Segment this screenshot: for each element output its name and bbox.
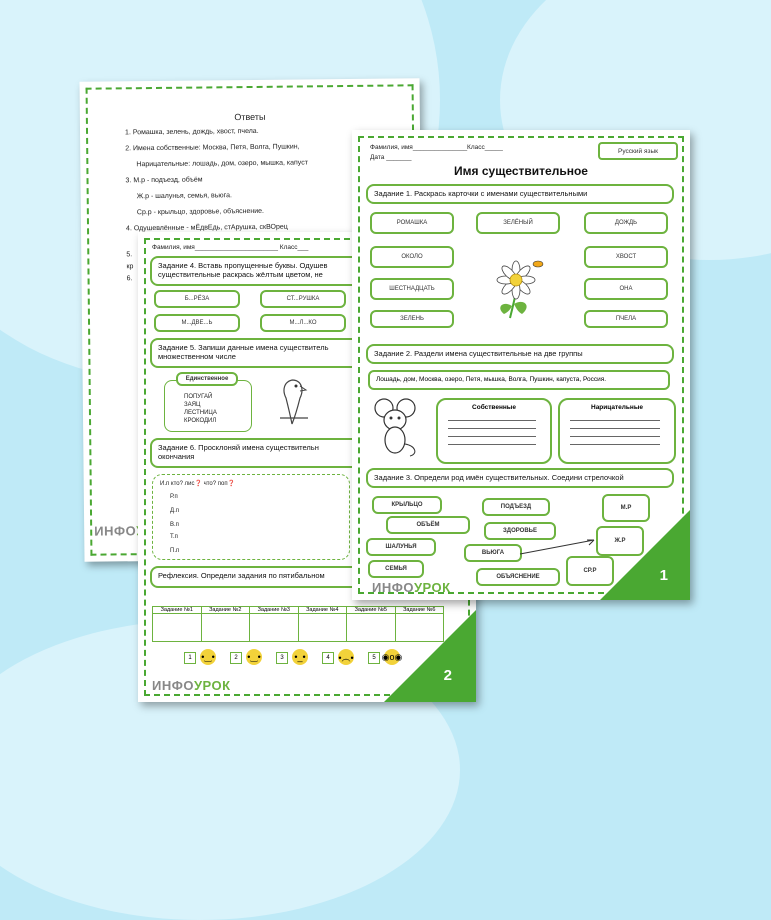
answer-line: 6.	[126, 275, 133, 283]
table-cell[interactable]: Задание №5	[347, 607, 396, 641]
table-cell[interactable]: Задание №2	[202, 607, 251, 641]
task2-text: Задание 2. Раздели имена существительные на две группы	[374, 349, 583, 358]
word-card[interactable]: СЕМЬЯ	[368, 560, 424, 578]
scale-number: 2	[230, 652, 242, 664]
infourok-logo: ИНФОУРОК	[372, 580, 451, 595]
word-card[interactable]: ОНА	[584, 278, 668, 300]
word-card[interactable]: ОБЪЯСНЕНИЕ	[476, 568, 560, 586]
proper-group-box[interactable]	[436, 398, 552, 464]
table-cell[interactable]: Задание №6	[396, 607, 444, 641]
header-date: Дата _______	[370, 154, 412, 161]
green-corner	[600, 510, 690, 600]
task1-text: Задание 1. Раскрась карточки с именами существительными	[374, 189, 588, 198]
infourok-logo: ИНФО	[94, 523, 137, 539]
word-card[interactable]: ОБЪЁМ	[386, 516, 470, 534]
task6-text: Задание 6. Просклоняй имена существительн окончания	[158, 443, 319, 461]
answer-line: 5.	[126, 251, 133, 259]
answer-line: 3. М.р - подъезд, объём	[125, 176, 203, 185]
page-number: 2	[443, 667, 452, 684]
smiley-icon: •‿•	[200, 649, 216, 665]
smiley-icon: ◉o◉	[384, 649, 400, 665]
answer-line: 1. Ромашка, зелень, дождь, хвост, пчела.	[124, 127, 259, 137]
chamomile-icon	[486, 256, 550, 320]
singular-frame	[164, 380, 252, 432]
answer-line: Ж.р - шалунья, семья, вьюга.	[136, 192, 232, 201]
case-label: Д.п	[170, 508, 179, 514]
word-card[interactable]: РОМАШКА	[370, 212, 454, 234]
singular-word: ПОПУГАЙ	[184, 394, 213, 400]
mouse-icon	[370, 396, 422, 458]
declension-header: И.п кто? лис❓ что? поп❓	[160, 481, 236, 487]
task4-text: Задание 4. Вставь пропущенные буквы. Одушев существительные раскрась жёлтым цветом, не	[158, 261, 328, 279]
case-label: П.п	[170, 548, 180, 554]
scale-number: 4	[322, 652, 334, 664]
answer-line: Нарицательные: лошадь, дом, озеро, мышка, капуст	[136, 159, 308, 169]
answer-line: 2. Имена собственные: Москва, Петя, Волга, Пушкин,	[125, 143, 300, 153]
task1-box	[366, 184, 674, 204]
page-number: 1	[659, 567, 668, 584]
singular-label: Единственное	[176, 372, 238, 386]
scale-number: 5	[368, 652, 380, 664]
page-title: Имя существительное	[454, 164, 588, 178]
task3-box	[366, 468, 674, 488]
green-corner	[384, 610, 476, 702]
common-group-box[interactable]	[558, 398, 676, 464]
word-card[interactable]: ШАЛУНЬЯ	[366, 538, 436, 556]
header-name-class: Фамилия, имя_______________Класс_____	[370, 144, 503, 151]
word-card[interactable]: ОКОЛО	[370, 246, 454, 268]
answers-title: Ответы	[234, 111, 266, 123]
answer-line: кр	[126, 263, 134, 271]
word-card[interactable]: ХВОСТ	[584, 246, 668, 268]
case-label: Р.п	[170, 494, 178, 500]
word-card[interactable]: СТ...РУШКА	[260, 290, 346, 308]
singular-word: ЗАЯЦ	[184, 402, 201, 408]
worksheet-1	[352, 130, 690, 600]
word-card[interactable]: ШЕСТНАДЦАТЬ	[370, 278, 454, 300]
parrot-illustration	[272, 374, 312, 428]
word-card[interactable]: ПЧЕЛА	[584, 310, 668, 328]
answer-line: 4. Одушевлённые - мЁдвЕдь, стАрушка, скВОрец	[126, 223, 288, 233]
word-card[interactable]: М...Л...КО	[260, 314, 346, 332]
task5-text: Задание 5. Запиши данные имена существитель множественном числе	[158, 343, 329, 361]
connecting-arrow	[518, 534, 600, 558]
smiley-icon: •‿•	[246, 649, 262, 665]
word-card[interactable]: ЗЕЛЁНЫЙ	[476, 212, 560, 234]
word-card[interactable]: ЗЕЛЕНЬ	[370, 310, 454, 328]
word-card[interactable]: КРЫЛЬЦО	[372, 496, 442, 514]
word-card[interactable]: ДОЖДЬ	[584, 212, 668, 234]
table-cell[interactable]: Задание №4	[299, 607, 348, 641]
table-cell[interactable]: Задание №3	[250, 607, 299, 641]
group-label-common: Нарицательные	[591, 404, 643, 411]
answer-line: Ср.р - крыльцо, здоровье, объяснение.	[136, 207, 265, 217]
subject-badge: Русский язык	[598, 142, 678, 160]
word-card[interactable]: ПОДЪЕЗД	[482, 498, 550, 516]
task2-words: Лошадь, дом, Москва, озеро, Петя, мышка, Волга, Пушкин, капуста, Россия.	[376, 376, 607, 383]
singular-word: ЛЕСТНИЦА	[184, 410, 217, 416]
gender-card[interactable]: М.Р	[602, 494, 650, 522]
gender-card[interactable]: СР.Р	[566, 556, 614, 586]
gender-card[interactable]: Ж.Р	[596, 526, 644, 556]
table-cell[interactable]: Задание №1	[153, 607, 202, 641]
case-label: Т.п	[170, 534, 178, 540]
word-card[interactable]: Б...РЁЗА	[154, 290, 240, 308]
scale-number: 1	[184, 652, 196, 664]
scale-number: 3	[276, 652, 288, 664]
word-card[interactable]: ВЬЮГА	[464, 544, 522, 562]
word-card[interactable]: М...ДВЕ...Ь	[154, 314, 240, 332]
smiley-icon: •_•	[292, 649, 308, 665]
singular-word: КРОКОДИЛ	[184, 418, 217, 424]
infourok-logo: ИНФОУРОК	[152, 678, 231, 693]
case-label: В.п	[170, 522, 179, 528]
task2-box	[366, 344, 674, 364]
task2-words-box	[368, 370, 670, 390]
reflection-text: Рефлексия. Определи задания по пятибальном	[158, 571, 325, 580]
word-card[interactable]: ЗДОРОВЬЕ	[484, 522, 556, 540]
group-label-proper: Собственные	[472, 404, 516, 411]
task3-text: Задание 3. Определи род имён существительных. Соедини стрелочкой	[374, 473, 624, 482]
smiley-icon: •︵•	[338, 649, 354, 665]
header-name-class: Фамилия, имя_______________________ Класс___	[152, 244, 309, 251]
